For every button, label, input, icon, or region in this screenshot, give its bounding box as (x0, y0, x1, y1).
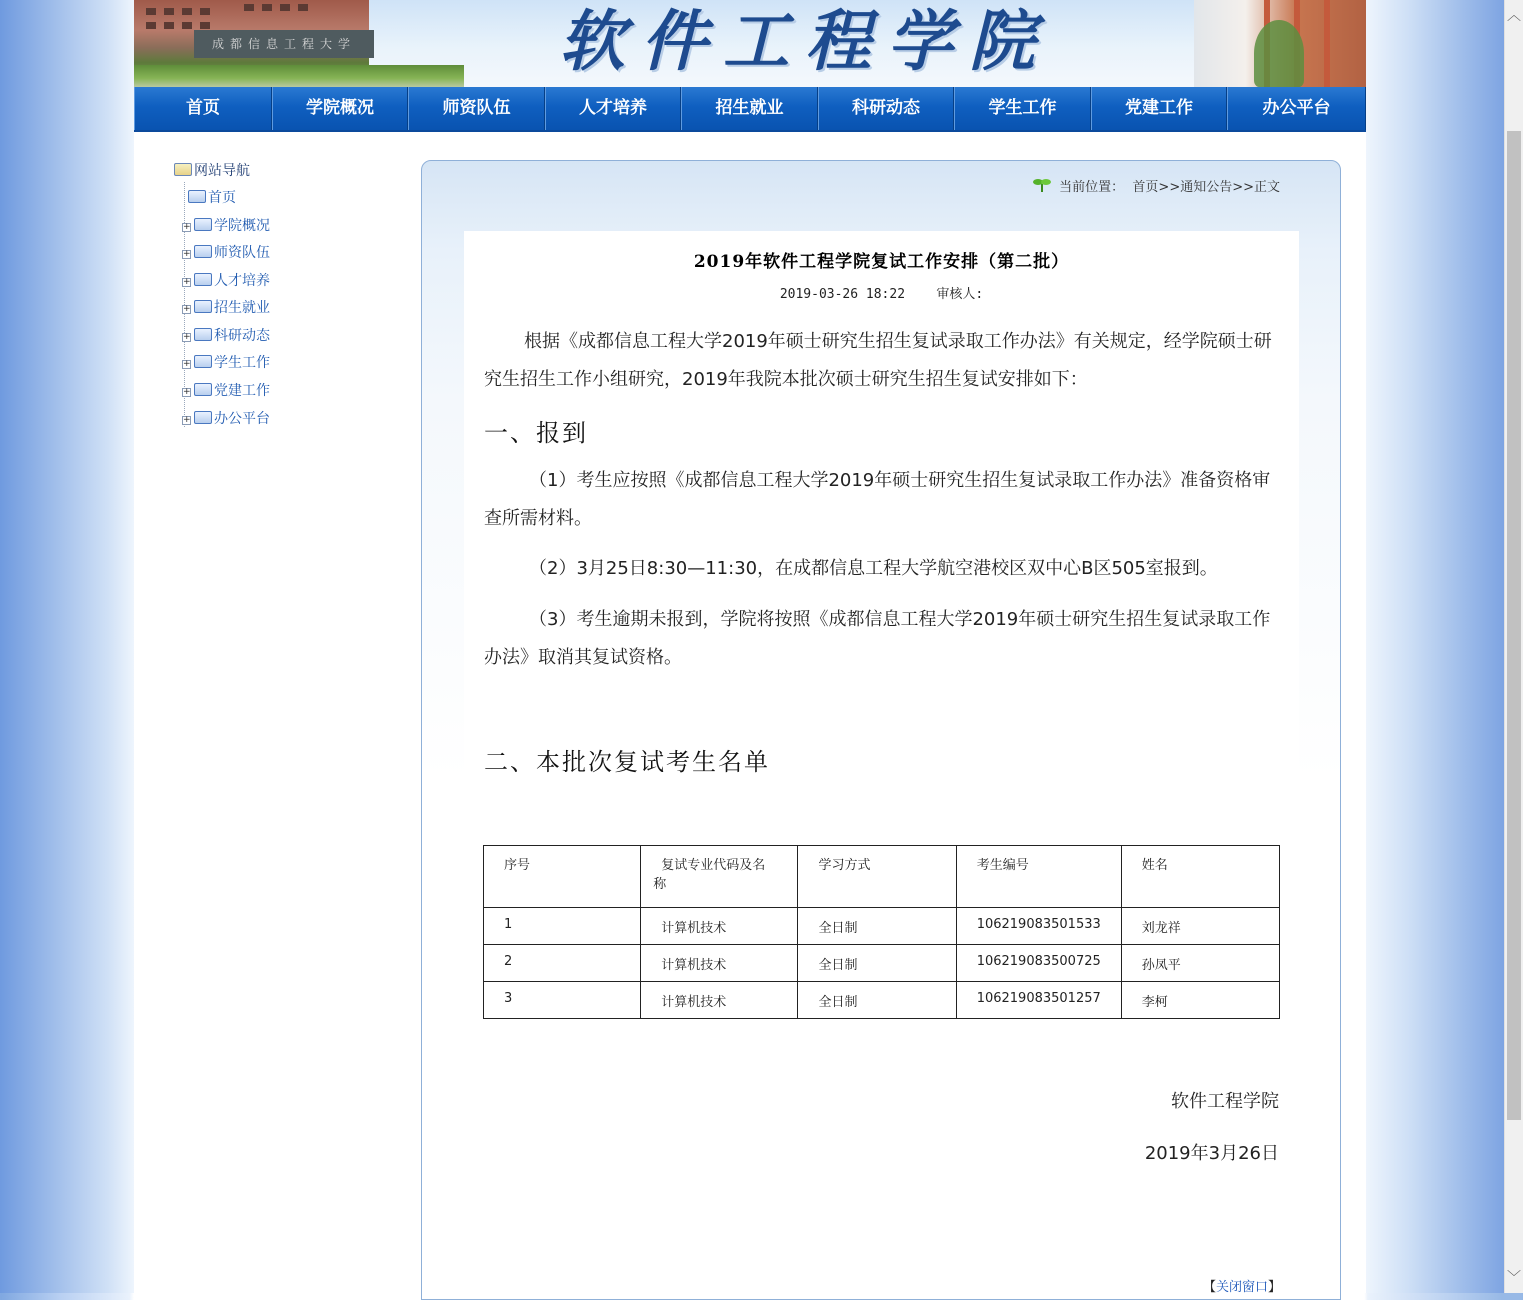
section-heading-registration: 一、报到 (484, 419, 588, 447)
sidebar-item-label: 党建工作 (214, 383, 270, 399)
sidebar-item-label: 人才培养 (214, 273, 270, 289)
expand-icon[interactable]: + (183, 359, 191, 369)
scrollbar-thumb[interactable] (1507, 131, 1521, 1120)
sprout-icon (1033, 177, 1049, 191)
breadcrumb (1033, 176, 1280, 195)
sidebar-item-label: 首页 (208, 190, 236, 206)
article-intro: 根据《成都信息工程大学2019年硕士研究生招生复试录取工作办法》有关规定，经学院硕士研究生招生工作小组研究，2019年我院本批次硕士研究生招生复试安排如下： (484, 331, 1272, 390)
close-window-link[interactable]: 关闭窗口 (1215, 1280, 1268, 1295)
sidebar-root-label: 网站导航 (194, 163, 250, 179)
expand-icon[interactable]: + (183, 387, 191, 397)
sidebar-item-research[interactable] (182, 325, 270, 347)
nav-item-admission-employment[interactable]: 招生就业 (681, 87, 818, 130)
article-signature: 软件工程学院 (1171, 1091, 1279, 1112)
folder-icon (194, 355, 212, 368)
folder-icon (194, 328, 212, 341)
sidebar-item-admission-employment[interactable] (182, 297, 270, 319)
table-header-cell: 序号 (484, 846, 641, 908)
nav-item-home[interactable]: 首页 (134, 87, 272, 130)
expand-icon[interactable]: + (183, 222, 191, 232)
article (464, 231, 1299, 1295)
open-folder-icon (174, 163, 192, 176)
content-panel (421, 160, 1341, 1300)
section-heading-candidate-list: 二、本批次复试考生名单 (484, 748, 770, 776)
nav-item-college-overview[interactable]: 学院概况 (272, 87, 408, 130)
sidebar-item-office-platform[interactable] (182, 408, 270, 430)
university-gate-sign: 成都信息工程大学 (194, 30, 374, 58)
sidebar-item-label: 师资队伍 (214, 245, 270, 261)
folder-icon (194, 411, 212, 424)
sidebar-item-label: 办公平台 (214, 411, 270, 427)
folder-icon (188, 190, 206, 203)
close-window-control (1203, 1276, 1281, 1295)
folder-icon (194, 218, 212, 231)
table-cell: 全日制 (798, 982, 956, 1019)
sidebar-tree-root[interactable] (174, 160, 250, 182)
table-cell: 计算机技术 (641, 945, 798, 982)
breadcrumb-prefix: 当前位置： (1059, 180, 1125, 195)
article-date: 2019年3月26日 (1144, 1143, 1279, 1164)
article-item-3: （3）考生逾期未报到，学院将按照《成都信息工程大学2019年硕士研究生招生复试录取工作办法》取消其复试资格。 (484, 609, 1271, 668)
folder-icon (194, 383, 212, 396)
nav-item-office-platform[interactable]: 办公平台 (1227, 87, 1366, 130)
article-item-2: （2）3月25日8:30—11:30，在成都信息工程大学航空港校区双中心B区505室报到。 (529, 558, 1218, 579)
table-cell: 计算机技术 (641, 908, 798, 945)
expand-icon[interactable]: + (183, 249, 191, 259)
table-cell: 106219083500725 (956, 945, 1121, 982)
page-container (134, 0, 1366, 1293)
school-title-logo: 软件工程学院 (559, 2, 1051, 80)
article-meta: 2019-03-26 18:22 审核人: (779, 287, 984, 302)
sidebar-item-party-building[interactable] (182, 380, 270, 402)
close-bracket-open: 【 (1202, 1280, 1216, 1295)
table-cell: 1 (484, 908, 641, 945)
table-cell: 孙凤平 (1121, 945, 1279, 982)
table-header-cell: 姓名 (1121, 846, 1279, 908)
table-cell: 计算机技术 (641, 982, 798, 1019)
nav-item-faculty[interactable]: 师资队伍 (408, 87, 545, 130)
close-bracket-close: 】 (1267, 1280, 1281, 1295)
breadcrumb-path[interactable]: 首页>>通知公告>>正文 (1132, 180, 1280, 195)
table-row (484, 982, 1280, 1019)
expand-icon[interactable]: + (183, 415, 191, 425)
article-title: 2019年软件工程学院复试工作安排（第二批） (693, 252, 1070, 272)
expand-icon[interactable]: + (183, 304, 191, 314)
nav-item-talent-training[interactable]: 人才培养 (545, 87, 681, 130)
nav-item-student-affairs[interactable]: 学生工作 (954, 87, 1091, 130)
table-header-cell: 考生编号 (956, 846, 1121, 908)
main-nav (134, 87, 1366, 132)
sidebar-item-home[interactable] (188, 187, 236, 209)
banner-tree (1254, 20, 1304, 87)
sidebar-item-student-affairs[interactable] (182, 352, 270, 374)
table-cell: 106219083501533 (956, 908, 1121, 945)
sidebar-item-label: 学院概况 (214, 218, 270, 234)
scroll-down-arrow-icon[interactable]: ﹀ (1507, 1270, 1521, 1286)
article-item-1: （1）考生应按照《成都信息工程大学2019年硕士研究生招生复试录取工作办法》准备资格审查所需材料。 (484, 470, 1271, 529)
folder-icon (194, 300, 212, 313)
expand-icon[interactable]: + (183, 332, 191, 342)
table-cell: 2 (484, 945, 641, 982)
header-banner (134, 0, 1366, 87)
table-row (484, 908, 1280, 945)
table-cell: 全日制 (798, 945, 956, 982)
banner-grass (134, 65, 464, 87)
folder-icon (194, 245, 212, 258)
sidebar-item-label: 科研动态 (214, 328, 270, 344)
table-header-cell: 学习方式 (798, 846, 956, 908)
sidebar-item-faculty[interactable] (182, 242, 270, 264)
page-background-right (1366, 0, 1504, 1293)
sidebar-item-college-overview[interactable] (182, 215, 270, 237)
table-cell: 李柯 (1121, 982, 1279, 1019)
table-cell: 全日制 (798, 908, 956, 945)
table-cell: 刘龙祥 (1121, 908, 1279, 945)
table-header-row (484, 846, 1280, 908)
sidebar-item-talent-training[interactable] (182, 270, 270, 292)
vertical-scrollbar[interactable] (1504, 0, 1523, 1293)
candidate-table (483, 845, 1280, 1019)
folder-icon (194, 273, 212, 286)
expand-icon[interactable]: + (183, 277, 191, 287)
page-background-left (0, 0, 134, 1293)
table-row (484, 945, 1280, 982)
table-cell: 106219083501257 (956, 982, 1121, 1019)
sidebar-item-label: 学生工作 (214, 355, 270, 371)
scroll-up-arrow-icon[interactable]: ︿ (1507, 8, 1521, 24)
table-header-cell: 复试专业代码及名称 (641, 846, 798, 908)
table-cell: 3 (484, 982, 641, 1019)
nav-item-research[interactable]: 科研动态 (818, 87, 954, 130)
sidebar-item-label: 招生就业 (214, 300, 270, 316)
nav-item-party-building[interactable]: 党建工作 (1091, 87, 1227, 130)
